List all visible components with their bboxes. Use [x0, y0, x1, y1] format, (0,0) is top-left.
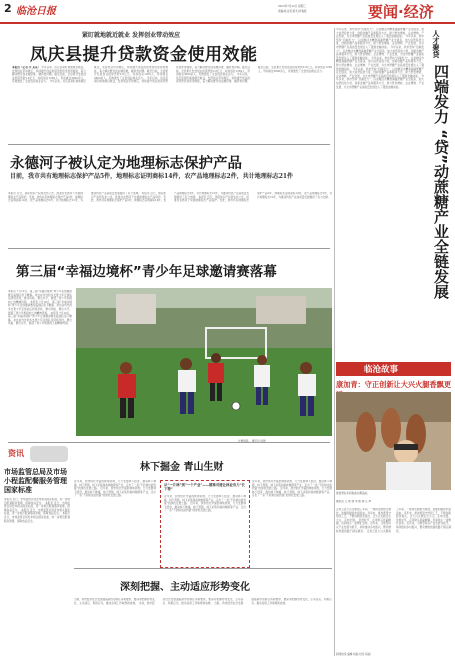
brief-label: 资讯	[8, 449, 24, 458]
vertical-divider	[334, 28, 335, 656]
right-byline: 通讯员 艾 伟 徐 木 凯 杨 立 翠	[336, 500, 372, 503]
story-label: 临沧故事	[364, 365, 399, 375]
story-kangjiaqing	[336, 362, 451, 662]
story3-headline: 第三届“幸福边境杯”青少年足球邀请赛落幕	[16, 264, 277, 280]
feature1-headline: 林下掘金 青山生财	[140, 462, 224, 473]
feature1-body-right: 近年来，我市依托丰富的林地资源，大力发展林下经济，推动林下种植、林下养殖、林下采集和森林旅游等产业，走出了一条“不砍树也能致富”的绿色发展之路。 近年来，我市依托丰富的林地资源，大力发展林下经济，推动林下种植、林下养殖、林下采集和森林旅游等产业，走出了一条“不砍树也能致富”的绿色发展之路。	[252, 480, 332, 498]
story-label-band	[336, 362, 451, 376]
story-yongde-geo	[8, 148, 332, 243]
sidebar-sugar	[336, 28, 451, 358]
story-byline: 本报讯（记者 李 某某）	[12, 66, 41, 69]
feature1-inset-body: 近年来，我市依托丰富的林地资源，大力发展林下经济，推动林下种植、林下养殖、林下采集和森林旅游等产业，走出了一条“不砍树也能致富”的绿色发展之路。 近年来，我市依托丰富的林地资源，大力发展林下经济，推动林下种植、林下养殖、林下采集和森林旅游等产业，走出了一条“不砍树也能致富”的绿色发展之路。	[164, 495, 246, 513]
ham-photo-illustration	[336, 392, 451, 490]
feature2-body: 当前，我市经济社会发展面临新形势新任务新要求，要深刻把握形势变化，主动适应、积极应对，推动各项工作取得新成效。 当前，我市经济社会发展面临新形势新任务新要求，要深刻把握形势变化，主动适应、积极应对，推动各项工作取得新成效。 当前，我市经济社会发展面临新形势新任务新要求，要深刻把握形势变化，主动适应、积极应对，推动各项工作取得新成效。	[74, 598, 332, 605]
story-headline: 凤庆县提升贷款资金使用效能	[30, 45, 258, 65]
feature2-headline: 深刻把握、主动适应形势变化	[120, 582, 250, 593]
feature-forest	[74, 446, 332, 566]
story2-subhead: 目前，我市共有地理标志保护产品5件，地理标志证明商标14件，农产品地理标志2件，共计地理标志21件	[10, 173, 294, 180]
feature1-inset-title: 从“一片林”到“一个产业”——精准对接让林业有力“长下帮”	[164, 483, 245, 492]
brief-headline: 市场监管总局及市场小程监配餐服务管理国家标准	[4, 468, 67, 494]
story-fengqing-loans	[12, 28, 332, 128]
story-headline: 康加青：守正创新让大兴火腿香飘更	[336, 380, 452, 389]
story3-body: 本报讯 7月19日，第三届“幸福边境杯”青少年足球邀请赛在临翔区落下帷幕。来自省内外的多支青少年足球队伍同场竞技，赛出风格、赛出水平，展现了青少年积极向上的精神风貌。 本报讯 7月19日，第三届“幸福边境杯”青少年足球邀请赛在临翔区落下帷幕。来自省内外的多支青少年足球队伍同场竞技，赛出风格、赛出水平，展现了青少年积极向上的精神风貌。 本报讯 7月19日，第三届“幸福边境杯”青少年足球邀请赛在临翔区落下帷幕。来自省内外的多支青少年足球队伍同场竞技，赛出风格、赛出水平，展现了青少年积极向上的精神风貌。	[8, 290, 72, 326]
masthead	[0, 0, 455, 30]
divider-2	[8, 248, 330, 249]
feature1-inset	[160, 480, 250, 568]
sidebar-header-small: 人才聚贷	[432, 30, 441, 58]
editor-line: 责编/杨文英 版式/李春燕	[278, 10, 307, 13]
brief-map-icon	[30, 446, 68, 462]
sidebar-body: 今年以来，我市坚持“四端发力”，以金融活水精准滴灌蔗糖产业全链条，加大信贷投放力度，创新金融产品和服务方式，助力蔗农增收、企业增效、产业发展，为全市蔗糖产业高质量发展注入了强劲金融动能。 今年以来，我市坚持“四端发力”，以金融活水精准滴灌蔗糖产业全链条，加大信贷投放力度，创新金融产品和服务方式，助力蔗农增收、企业增效、产业发展，为全市蔗糖产业高质量发展注入了强劲金融动能。 今年以来，我市坚持“四端发力”，以金融活水精准滴灌蔗糖产业全链条，加大信贷投放力度，创新金融产品和服务方式，助力蔗农增收、企业增效、产业发展，为全市蔗糖产业高质量发展注入了强劲金融动能。 今年以来，我市坚持“四端发力”，以金融活水精准滴灌蔗糖产业全链条，加大信贷投放力度，创新金融产品和服务方式，助力蔗农增收、企业增效、产业发展，为全市蔗糖产业高质量发展注入了强劲金融动能。 今年以来，我市坚持“四端发力”，以金融活水精准滴灌蔗糖产业全链条，加大信贷投放力度，创新金融产品和服务方式，助力蔗农增收、企业增效、产业发展，为全市蔗糖产业高质量发展注入了强劲金融动能。 今年以来，我市坚持“四端发力”，以金融活水精准滴灌蔗糖产业全链条，加大信贷投放力度，创新金融产品和服务方式，助力蔗农增收、企业增效、产业发展，为全市蔗糖产业高质量发展注入了强劲金融动能。	[336, 28, 424, 89]
paper-logo: 临沧日报	[16, 6, 56, 17]
divider-4	[74, 568, 332, 569]
date-line: 2023年7月22日 星期三	[278, 5, 306, 8]
ham-photo	[336, 392, 451, 490]
story-kicker: 紧盯就地就近就业 发挥创业带动效应	[82, 32, 181, 39]
footer-editor: 新闻热线 编辑 杨丽 校对 杨丽	[336, 653, 371, 656]
ham-photo-caption: 康加青在车间查看火腿品质。	[336, 492, 370, 495]
divider-1	[8, 144, 330, 145]
feature1-body-left: 近年来，我市依托丰富的林地资源，大力发展林下经济，推动林下种植、林下养殖、林下采集和森林旅游等产业，走出了一条“不砍树也能致富”的绿色发展之路。 近年来，我市依托丰富的林地资源，大力发展林下经济，推动林下种植、林下养殖、林下采集和森林旅游等产业，走出了一条“不砍树也能致富”的绿色发展之路。	[74, 480, 156, 498]
section-title: 要闻·经济	[368, 3, 434, 21]
story2-headline: 永德河子被认定为地理标志保护产品	[10, 156, 242, 172]
feature-situation	[74, 572, 332, 656]
page-number: 2	[4, 2, 12, 15]
story2-body: 本报讯 近日，国家知识产权局发布公告，批准对永德河子实施地理标志产品保护。至此，我市共有地理标志保护产品5件，地理标志证明商标14件，农产品地理标志2件，共计地理标志21件，为推动特色产业高质量发展提供了有力支撑。 本报讯 近日，国家知识产权局发布公告，批准对永德河子实施地理标志产品保护。至此，我市共有地理标志保护产品5件，地理标志证明商标14件，农产品地理标志2件，共计地理标志21件，为推动特色产业高质量发展提供了有力支撑。 本报讯 近日，国家知识产权局发布公告，批准对永德河子实施地理标志产品保护。至此，我市共有地理标志保护产品5件，地理标志证明商标14件，农产品地理标志2件，共计地理标志21件，为推动特色产业高质量发展提供了有力支撑。	[8, 192, 332, 203]
football-photo	[76, 288, 332, 436]
masthead-rule	[0, 22, 455, 24]
sidebar-headline: 四端发力 “贷”动蔗糖产业全链发展	[432, 64, 450, 299]
story-football	[8, 252, 332, 432]
divider-3	[8, 442, 330, 443]
story-body: 走进云县大兴火腿加工车间，一排排火腿整齐悬挂，浓郁的腊香扑面而来。多年来，康加青坚守传统工艺，不断创新经营模式，让大兴火腿走出大山、走向全国。 金秋时节，走进耿马县勐撒镇，田间地头一派繁忙景象。近年来，当地坚持以产业发展为抓手，持续推动乡村振兴，群众增收致富的路子越走越宽。 走进云县大兴火腿加工车间，一排排火腿整齐悬挂，浓郁的腊香扑面而来。多年来，康加青坚守传统工艺，不断创新经营模式，让大兴火腿走出大山、走向全国。 金秋时节，走进耿马县勐撒镇，田间地头一派繁忙景象。近年来，当地坚持以产业发展为抓手，持续推动乡村振兴，群众增收致富的路子越走越宽。	[336, 508, 451, 533]
brief-body: 本报讯 近日，市场监管总局发布相关国家标准，进一步规范配餐服务管理，保障食品安全。 本报讯 近日，市场监管总局发布相关国家标准，进一步规范配餐服务管理，保障食品安全。 本报讯 近日，市场监管总局发布相关国家标准，进一步规范配餐服务管理，保障食品安全。 本报讯 近日，市场监管总局发布相关国家标准，进一步规范配餐服务管理，保障食品安全。	[4, 498, 70, 523]
story-body: 本报讯（记者 李 某某） 今年以来，凤庆县紧盯就地就近就业，发挥创业带动效应，持续提升创业担保贷款资金使用效能，着力解决群众创业融资难、融资贵问题。截至目前，全县累计发放创业担保贷款2.8亿元，扶持创业1269人，带动就业3800余人，有效激发了全县创业就业活力。 今年以来，凤庆县紧盯就地就近就业，发挥创业带动效应，持续提升创业担保贷款资金使用效能，着力解决群众创业融资难、融资贵问题。截至目前，全县累计发放创业担保贷款2.8亿元，扶持创业1269人，带动就业3800余人，有效激发了全县创业就业活力。 今年以来，凤庆县紧盯就地就近就业，发挥创业带动效应，持续提升创业担保贷款资金使用效能，着力解决群众创业融资难、融资贵问题。截至目前，全县累计发放创业担保贷款2.8亿元，扶持创业1269人，带动就业3800余人，有效激发了全县创业就业活力。 今年以来，凤庆县紧盯就地就近就业，发挥创业带动效应，持续提升创业担保贷款资金使用效能，着力解决群众创业融资难、融资贵问题。截至目前，全县累计发放创业担保贷款2.8亿元，扶持创业1269人，带动就业3800余人，有效激发了全县创业就业活力。	[12, 66, 332, 84]
football-photo-illustration	[76, 288, 332, 436]
brief-box	[4, 446, 70, 656]
